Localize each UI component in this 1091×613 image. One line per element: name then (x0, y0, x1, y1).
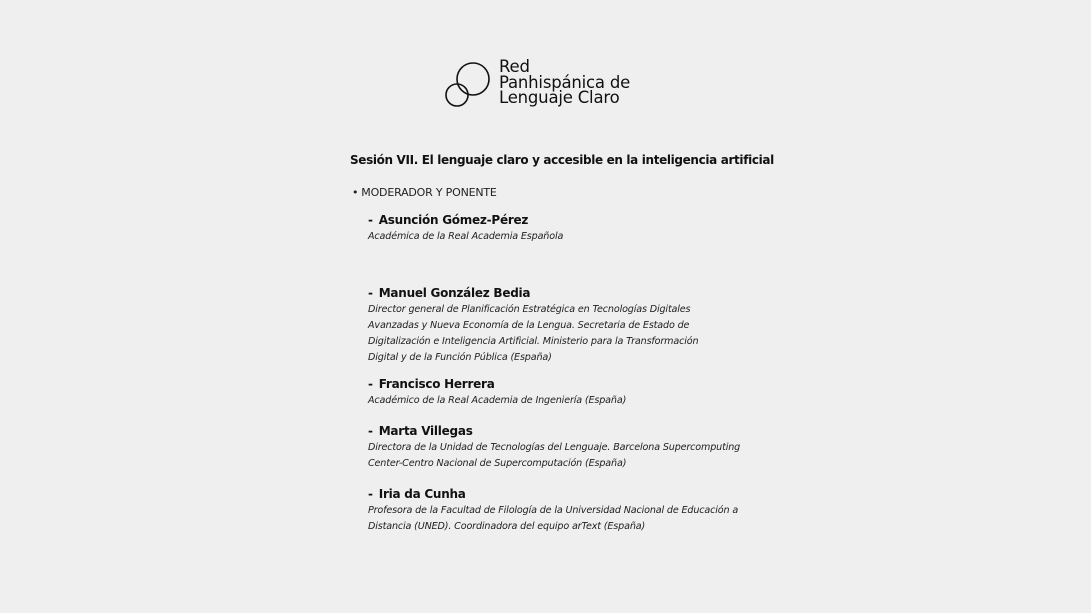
speaker-description: Profesora de la Facultad de Filología de la Universidad Nacional de Educación a Distancia (UNED). Coordinadora del equipo arText (España) (368, 505, 739, 532)
speaker-description: Académico de la Real Academia de Ingeniería (España) (368, 395, 627, 406)
role-text: MODERADOR Y PONENTE (361, 186, 497, 199)
speaker-name-text: Asunción Gómez-Pérez (378, 213, 529, 227)
speaker-item (368, 423, 748, 472)
speaker-name (368, 376, 748, 392)
speaker-item (368, 212, 748, 245)
speaker-name (368, 486, 740, 502)
speaker-item (368, 486, 740, 535)
speaker-name-text: Iria da Cunha (378, 487, 466, 501)
logo-line-2: Panhispánica de (499, 72, 631, 92)
dash: - (368, 424, 373, 438)
speaker-name (368, 212, 748, 228)
speaker-name-text: Marta Villegas (378, 424, 473, 438)
dash: - (368, 286, 373, 300)
logo-text (499, 59, 630, 106)
speaker-name (368, 423, 748, 439)
speaker-item (368, 285, 728, 366)
speaker-description: Académica de la Real Academia Española (368, 231, 564, 242)
session-title: Sesión VII. El lenguaje claro y accesible en la inteligencia artificial (350, 153, 774, 167)
speaker-item (368, 376, 748, 409)
speaker-name-text: Francisco Herrera (378, 377, 495, 391)
logo-line-1: Red (499, 57, 530, 76)
speaker-name-text: Manuel González Bedia (378, 286, 531, 300)
role-label (352, 186, 497, 199)
bullet: • (352, 186, 359, 199)
speaker-name (368, 285, 728, 301)
logo-line-3: Lenguaje Claro (499, 88, 620, 107)
speaker-description: Director general de Planificación Estratégica en Tecnologías Digitales Avanzadas y Nueva Economía de la Lengua. Secretaria de Estado de Digitalización e Inteligencia Artificial. Ministerio para la Transformación Digital y de la Función Pública (España) (368, 304, 699, 363)
dash: - (368, 213, 373, 227)
dash: - (368, 377, 373, 391)
logo (445, 57, 675, 110)
speaker-description: Directora de la Unidad de Tecnologías del Lenguaje. Barcelona Supercomputing Center-Centro Nacional de Supercomputación (España) (368, 442, 741, 469)
dash: - (368, 487, 373, 501)
overlapping-circles-icon (445, 60, 493, 110)
